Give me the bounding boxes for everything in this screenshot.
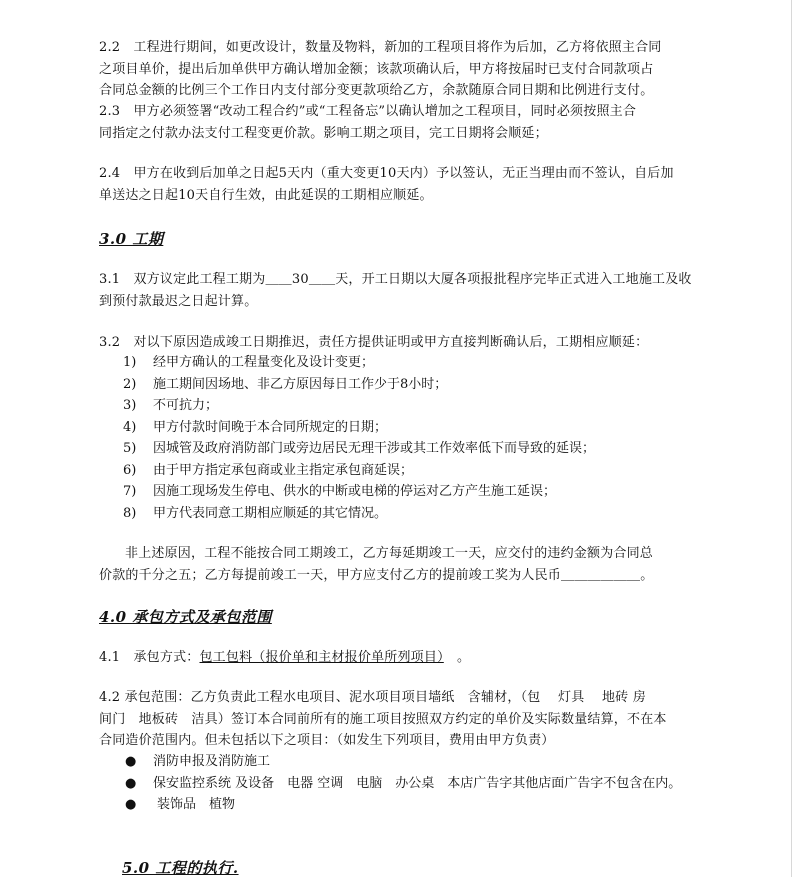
text-line: 同指定之付款办法支付工程变更价款。影响工期之项目，完工日期将会顺延； [99, 125, 548, 141]
clause-text: 。 [640, 567, 654, 583]
text-line: 合同总金额的比例三个工作日内支付部分变更款项给乙方，余款随原合同日期和比例进行支付。 [99, 83, 654, 98]
text-line: 4.2 承包范围：乙方负责此工程水电项目、泥水项目项目墙纸 含辅材，（包 灯具 地砖 房 [99, 690, 646, 705]
item-number: 7) [123, 484, 137, 499]
clause-4-2 [99, 687, 699, 752]
text-line [99, 272, 692, 287]
clause-2-4 [99, 163, 699, 206]
delay-reasons-list [123, 352, 683, 524]
item-text: 不可抗力； [153, 398, 219, 413]
item-text: 保安监控系统 及设备 电器 空调 电脑 办公桌 本店广告字其他店面广告字不包含在内。 [153, 775, 682, 791]
clause-text: 价款的千分之五；乙方每提前竣工一天，甲方应支付乙方的提前竣工奖为人民币 [99, 567, 562, 583]
list-item [123, 417, 683, 439]
clause-2-2 [99, 37, 699, 102]
section-heading-3: 3.0 工期 [99, 230, 164, 248]
list-item [123, 460, 683, 482]
item-number: 5) [123, 441, 137, 456]
clause-text: 3.1 双方议定此工程工期为 [99, 272, 266, 287]
bonus-amount-field: ＿＿＿＿＿＿ [561, 567, 641, 583]
text-line [99, 568, 653, 583]
list-item [123, 352, 683, 374]
clause-3-2-intro [99, 332, 699, 354]
list-item [123, 374, 683, 396]
clause-3-1 [99, 269, 699, 312]
item-text: 消防申报及消防施工 [153, 754, 271, 769]
bullet-icon: ● [125, 754, 137, 769]
text-line [99, 650, 470, 665]
clause-text: 4.1 承包方式： [99, 650, 200, 665]
item-text: 施工期间因场地、非乙方原因每日工作少于8小时； [153, 376, 448, 392]
list-item [123, 438, 683, 460]
item-text: 因城管及政府消防部门或旁边居民无理干涉或其工作效率低下而导致的延误； [153, 441, 596, 456]
bullet-icon: ● [125, 797, 137, 812]
page-edge [791, 0, 792, 877]
clause-text: 。 [443, 650, 471, 665]
text-line: 间门 地板砖 洁具）签订本合同前所有的施工项目按照双方约定的单价及实际数量结算，不在本 [99, 711, 667, 727]
list-item [123, 395, 683, 417]
list-item [123, 503, 683, 525]
text-line: 2.3 甲方必须签署“改动工程合约”或“工程备忘”以确认增加之工程项目，同时必须按照主合 [99, 104, 637, 119]
excluded-items-list [123, 751, 703, 816]
text-line: 到预付款最迟之日起计算。 [99, 293, 258, 309]
item-text: 装饰品 植物 [157, 797, 236, 812]
text-line: 2.4 甲方在收到后加单之日起5天内（重大变更10天内）予以签认，无正当理由而不签认，自后加 [99, 166, 674, 181]
text-line: 之项目单价，提出后加单供甲方确认增加金额；该款项确认后，甲方将按届时已支付合同款项占 [99, 61, 654, 77]
item-number: 4) [123, 419, 137, 435]
bullet-icon: ● [125, 775, 137, 791]
penalty-clause [99, 543, 699, 586]
section-heading-5: 5.0 工程的执行. [122, 859, 239, 877]
list-item [123, 773, 683, 795]
duration-field: ＿＿30＿＿ [265, 272, 336, 287]
clause-text: 天，开工日期以大厦各项报批程序完毕正式进入工地施工及收 [335, 272, 692, 287]
section-heading-4: 4.0 承包方式及承包范围 [99, 608, 272, 626]
text-line: 单送达之日起10天自行生效，由此延误的工期相应顺延。 [99, 187, 433, 203]
contract-type-value: 包工包料（报价单和主材报价单所列项目） [199, 650, 444, 665]
text-line: 非上述原因，工程不能按合同工期竣工，乙方每延期竣工一天，应交付的违约金额为合同总 [125, 546, 654, 561]
text-line: 合同造价范围内。但未包括以下之项目：（如发生下列项目，费用由甲方负责） [99, 733, 555, 748]
item-text: 甲方代表同意工期相应顺延的其它情况。 [153, 505, 388, 521]
item-number: 6) [123, 462, 137, 478]
list-item [123, 751, 703, 773]
list-item [123, 794, 703, 816]
item-text: 甲方付款时间晚于本合同所规定的日期； [153, 419, 388, 435]
item-text: 经甲方确认的工程量变化及设计变更； [153, 355, 375, 370]
list-item [123, 481, 683, 503]
item-text: 由于甲方指定承包商或业主指定承包商延误； [153, 462, 414, 478]
clause-4-1 [99, 647, 699, 669]
item-text: 因施工现场发生停电、供水的中断或电梯的停运对乙方产生施工延误； [153, 484, 557, 499]
item-number: 3) [123, 398, 137, 413]
clause-2-3 [99, 101, 699, 144]
text-line: 3.2 对以下原因造成竣工日期推迟，责任方提供证明或甲方直接判断确认后，工期相应顺延： [99, 335, 649, 350]
item-number: 1) [123, 355, 137, 370]
item-number: 8) [123, 505, 137, 521]
item-number: 2) [123, 376, 137, 392]
text-line: 2.2 工程进行期间，如更改设计，数量及物料，新加的工程项目将作为后加，乙方将依照主合同 [99, 40, 662, 55]
